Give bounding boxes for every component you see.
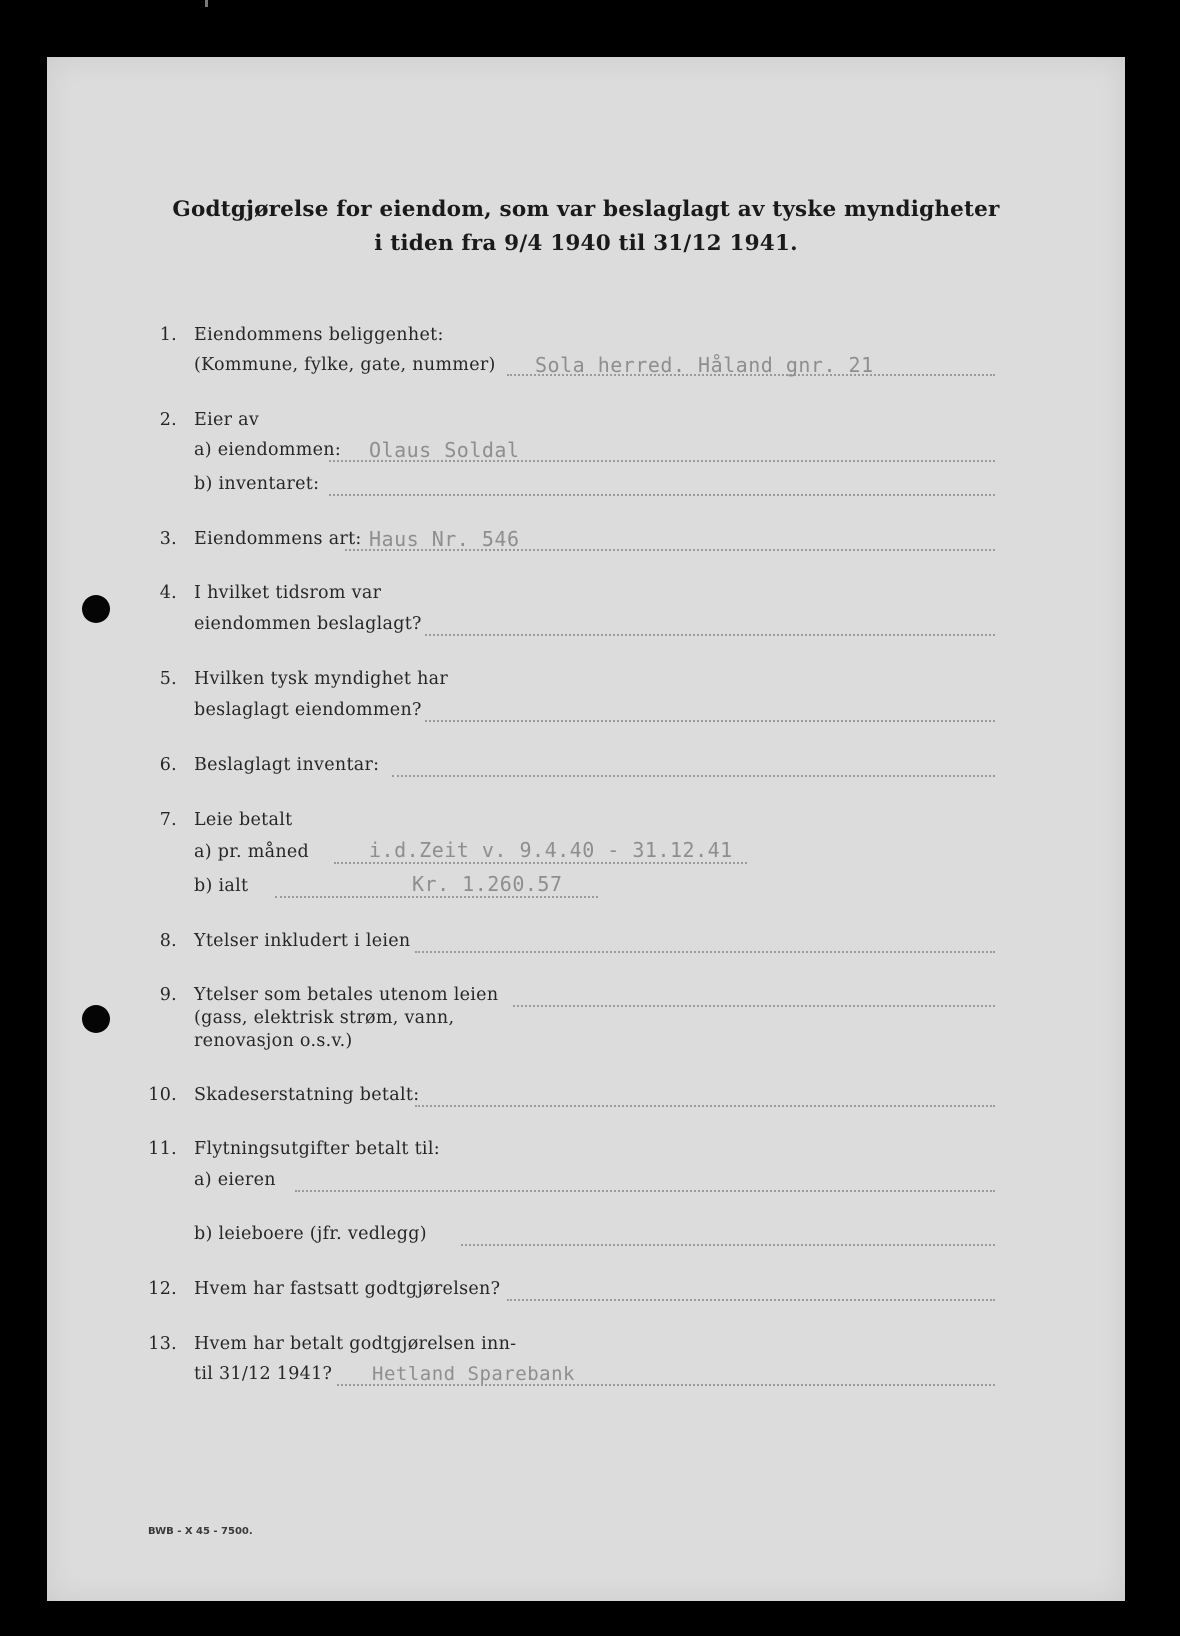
item-number: 5. (159, 669, 177, 689)
item-number: 12. (148, 1279, 177, 1299)
item-number: 3. (159, 529, 177, 549)
answer-line (425, 720, 995, 722)
item-number: 10. (148, 1085, 177, 1105)
item-sublabel-b: b) ialt (194, 876, 249, 896)
typed-answer: Sola herred. Håland gnr. 21 (535, 353, 874, 377)
item-label: Flytningsutgifter betalt til: (194, 1139, 440, 1159)
item-sublabel: (Kommune, fylke, gate, nummer) (194, 355, 496, 375)
item-label: Hvilken tysk myndighet har (194, 669, 449, 689)
scan-mark (205, 0, 208, 7)
item-label: Eier av (194, 410, 260, 430)
item-sublabel-b: b) inventaret: (194, 474, 320, 494)
item-sublabel: (gass, elektrisk strøm, vann, (194, 1008, 455, 1028)
item-label: Ytelser som betales utenom leien (194, 985, 499, 1005)
item-label: I hvilket tidsrom var (194, 583, 382, 603)
answer-line (513, 1005, 995, 1007)
answer-line (392, 775, 995, 777)
item-label: Ytelser inkludert i leien (194, 931, 411, 951)
item-sublabel-a: a) pr. måned (194, 842, 310, 862)
punch-hole-icon (82, 595, 110, 623)
item-label: Skadeserstatning betalt: (194, 1085, 420, 1105)
item-sublabel: beslaglagt eiendommen? (194, 700, 422, 720)
item-number: 4. (159, 583, 177, 603)
form-sheet (47, 57, 1125, 1601)
typed-answer: i.d.Zeit v. 9.4.40 - 31.12.41 (369, 838, 733, 862)
answer-line (275, 896, 598, 898)
item-sublabel: til 31/12 1941? (194, 1364, 333, 1384)
typed-answer: Hetland Sparebank (372, 1363, 575, 1385)
form-title-line-1: Godtgjørelse for eiendom, som var beslaglagt av tyske myndigheter (172, 197, 1000, 222)
typed-answer: Kr. 1.260.57 (412, 872, 563, 896)
item-label: Leie betalt (194, 810, 293, 830)
item-sublabel: renovasjon o.s.v.) (194, 1031, 353, 1051)
item-sublabel-a: a) eieren (194, 1170, 276, 1190)
item-label: Eiendommens art: (194, 529, 362, 549)
item-label: Hvem har fastsatt godtgjørelsen? (194, 1279, 501, 1299)
answer-line (507, 1299, 995, 1301)
item-label: Hvem har betalt godtgjørelsen inn- (194, 1334, 517, 1354)
answer-line (329, 494, 995, 496)
item-number: 1. (159, 325, 177, 345)
answer-line (461, 1244, 995, 1246)
typed-answer: Olaus Soldal (369, 438, 520, 462)
item-label: Beslaglagt inventar: (194, 755, 380, 775)
item-sublabel-a: a) eiendommen: (194, 440, 342, 460)
punch-hole-icon (82, 1005, 110, 1033)
answer-line (334, 862, 747, 864)
item-number: 2. (159, 410, 177, 430)
form-footer-code: BWB - X 45 - 7500. (148, 1526, 253, 1537)
item-sublabel-b: b) leieboere (jfr. vedlegg) (194, 1224, 427, 1244)
answer-line (415, 951, 995, 953)
item-number: 13. (148, 1334, 177, 1354)
item-sublabel: eiendommen beslaglagt? (194, 614, 422, 634)
typed-answer: Haus Nr. 546 (369, 527, 520, 551)
item-number: 6. (159, 755, 177, 775)
item-number: 8. (159, 931, 177, 951)
item-number: 11. (148, 1139, 177, 1159)
item-number: 7. (159, 810, 177, 830)
form-title-line-2: i tiden fra 9/4 1940 til 31/12 1941. (374, 231, 798, 256)
answer-line (425, 634, 995, 636)
answer-line (415, 1105, 995, 1107)
item-label: Eiendommens beliggenhet: (194, 325, 444, 345)
answer-line (295, 1190, 995, 1192)
item-number: 9. (159, 985, 177, 1005)
